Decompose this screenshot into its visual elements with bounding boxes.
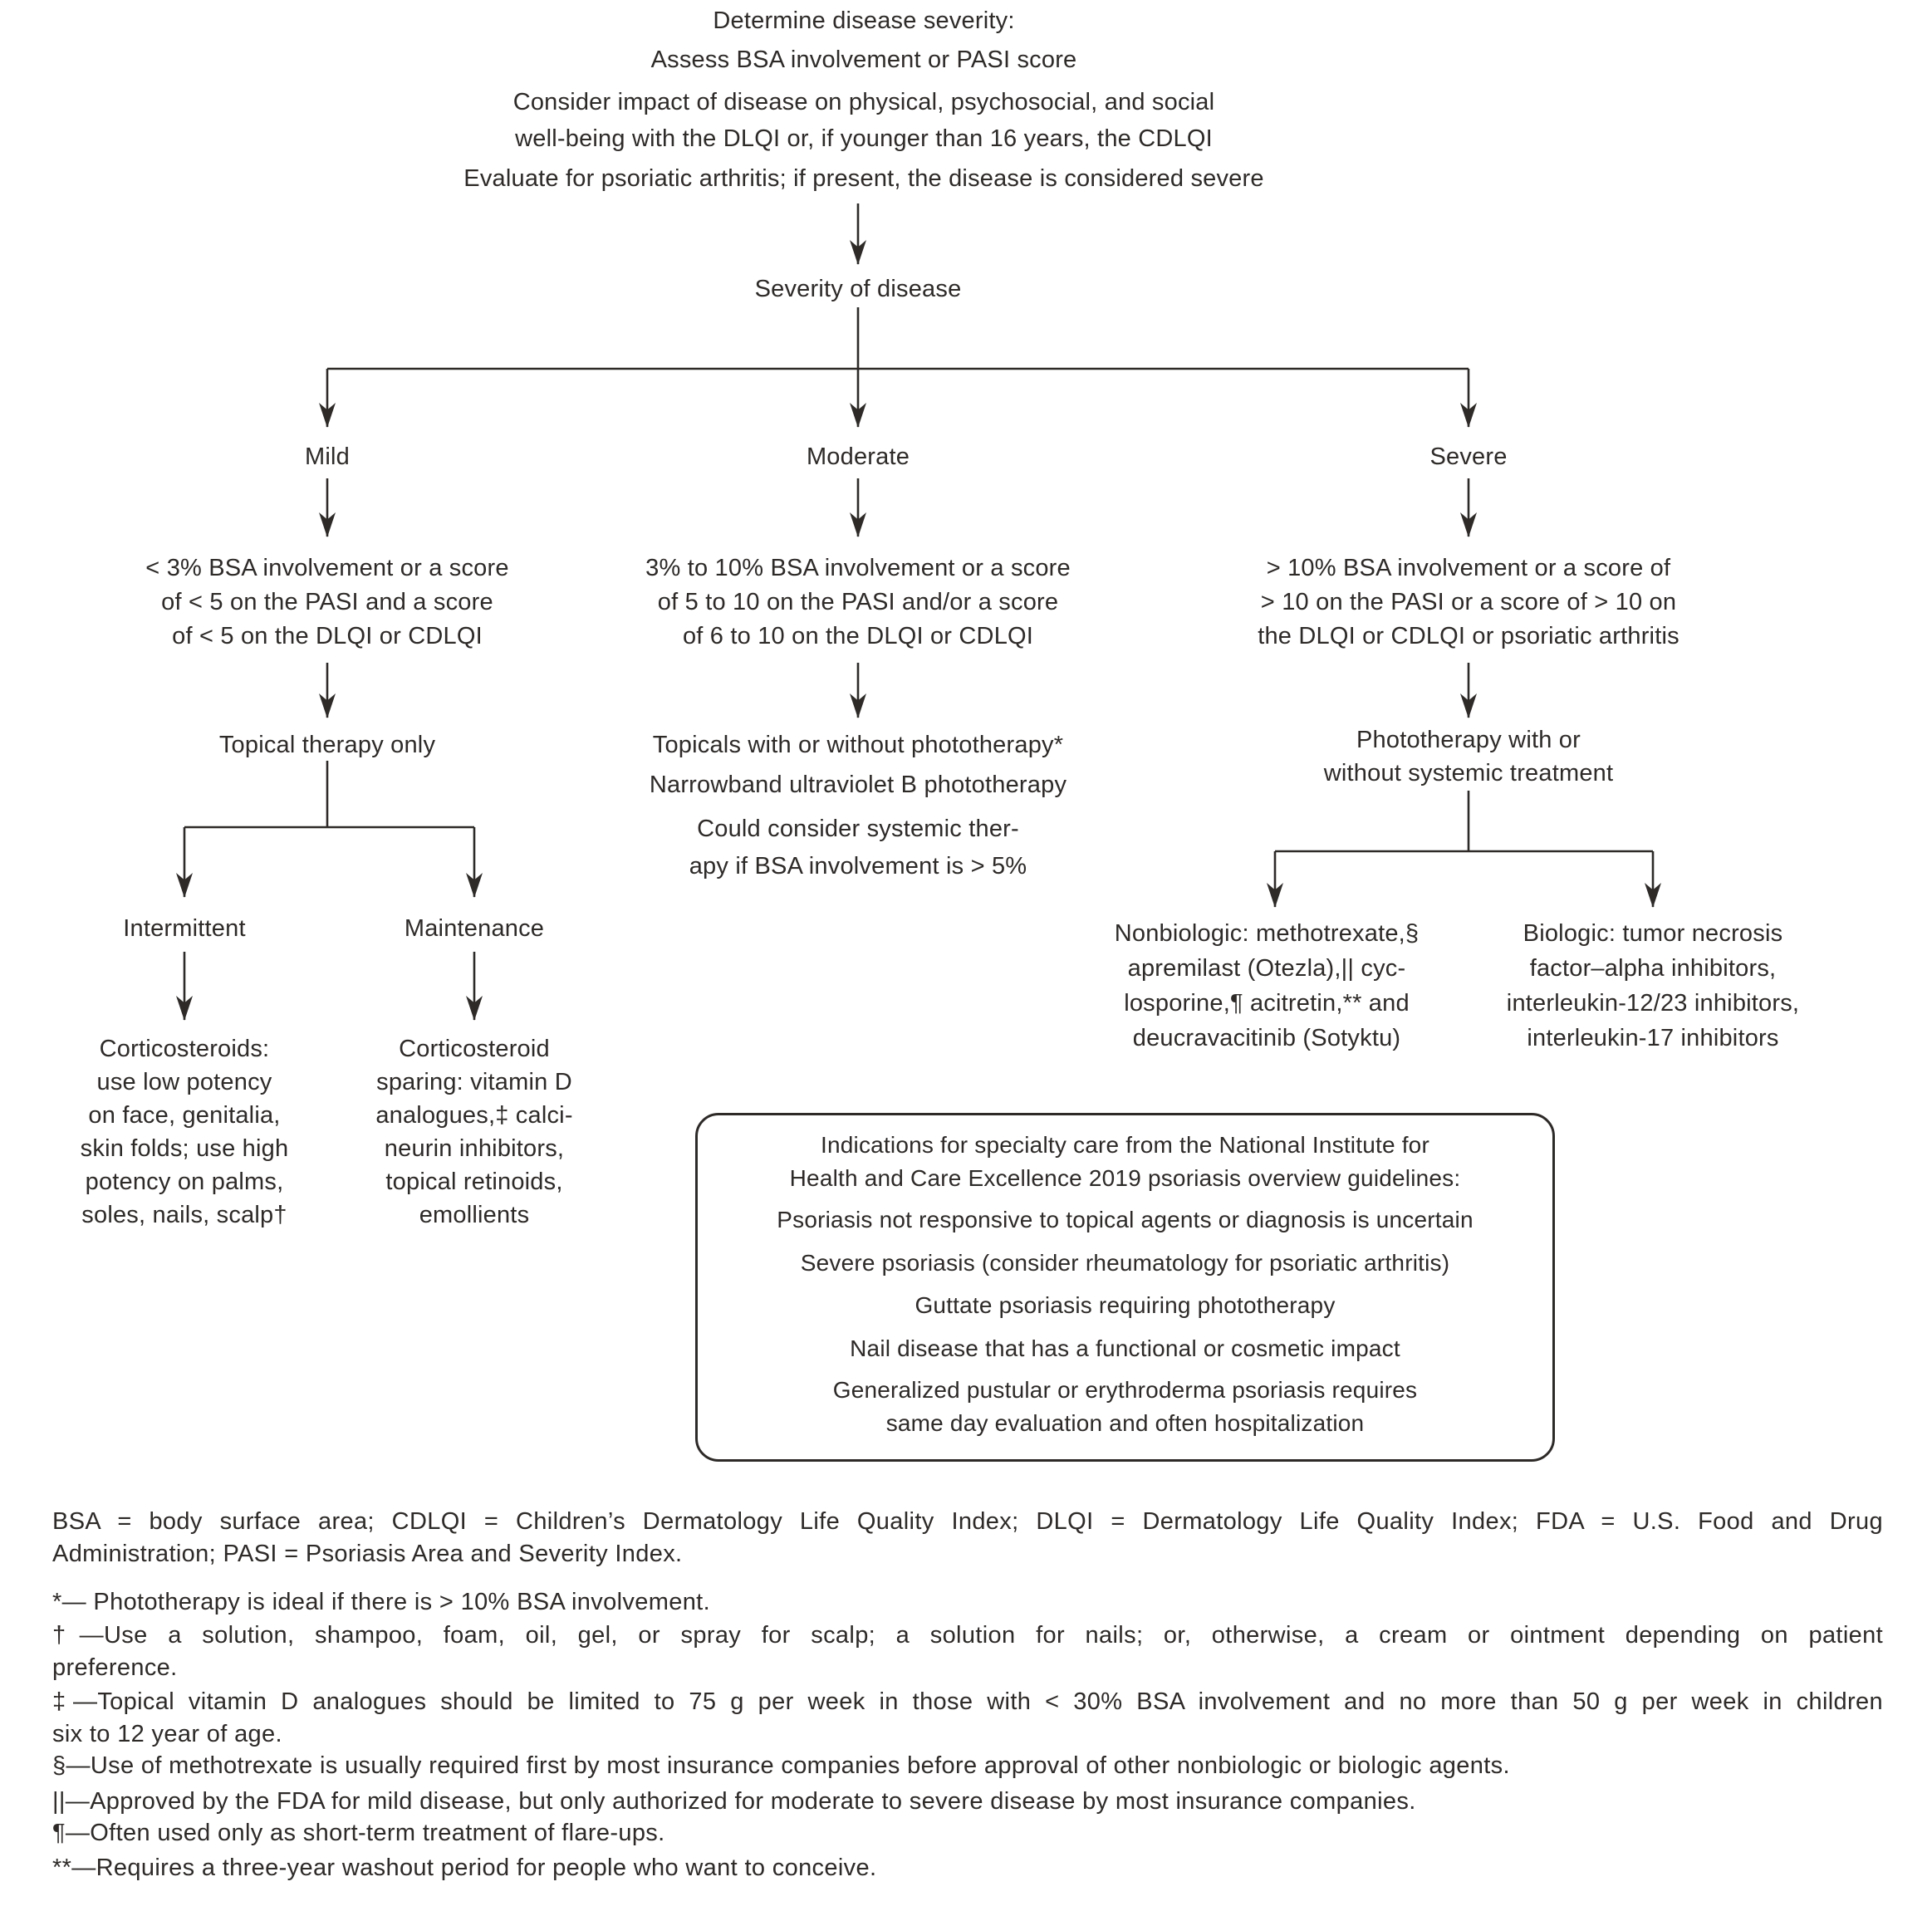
footnote-asterisk: *— Phototherapy is ideal if there is > 10% BSA involvement. [52, 1589, 710, 1615]
intermittent-drugs-line: Corticosteroids: [99, 1036, 270, 1062]
mild-criteria-line: of < 5 on the DLQI or CDLQI [172, 623, 483, 649]
intermittent-drugs-line: soles, nails, scalp† [81, 1202, 287, 1228]
header-line-2: Assess BSA involvement or PASI score [650, 47, 1077, 73]
severe-treatment [1324, 723, 1614, 790]
nonbiologic-drugs-line: deucravacitinib (Sotyktu) [1132, 1025, 1401, 1051]
severe-treatment-line: without systemic treatment [1323, 760, 1614, 786]
indications-item-2: Severe psoriasis (consider rheumatology for psoriatic arthritis) [800, 1250, 1450, 1276]
maintenance-drugs-line: sparing: vitamin D [376, 1069, 572, 1095]
moderate-criteria-line: of 5 to 10 on the PASI and/or a score [657, 589, 1059, 615]
intermittent-drugs-line: use low potency [96, 1069, 272, 1095]
header-line-5: Evaluate for psoriatic arthritis; if present, the disease is considered severe [463, 165, 1264, 192]
maintenance-drugs-line: emollients [419, 1202, 530, 1228]
indications-item-5-line: same day evaluation and often hospitalization [885, 1410, 1365, 1436]
header-line-1: Determine disease severity: [713, 7, 1015, 34]
maintenance-drugs-line: analogues,‡ calci- [375, 1102, 573, 1129]
indications-item-3: Guttate psoriasis requiring phototherapy [915, 1292, 1336, 1318]
nonbiologic-drugs-line: losporine,¶ acitretin,** and [1124, 990, 1410, 1017]
mild-criteria-line: < 3% BSA involvement or a score [145, 555, 509, 581]
biologic-drugs-line: factor–alpha inhibitors, [1529, 955, 1777, 982]
indications-title [698, 1129, 1552, 1195]
biologic-drugs-line: interleukin-12/23 inhibitors, [1506, 990, 1800, 1017]
maintenance-drugs-line: Corticosteroid [399, 1036, 550, 1062]
biologic-drugs-line: interleukin-17 inhibitors [1527, 1025, 1779, 1051]
branch-label-severe: Severe [1429, 443, 1508, 470]
severe-treatment-line: Phototherapy with or [1356, 727, 1581, 753]
mild-criteria-line: of < 5 on the PASI and a score [161, 589, 493, 615]
maintenance-drugs-line: neurin inhibitors, [384, 1135, 565, 1162]
severe-criteria [1258, 551, 1679, 654]
footnote-parallel: ||—Approved by the FDA for mild disease, but only authorized for moderate to severe disease by most insurance companies. [52, 1788, 1416, 1815]
biologic-drugs-line: Biologic: tumor necrosis [1523, 920, 1783, 947]
maintenance-drugs [375, 1032, 572, 1232]
severity-of-disease-label: Severity of disease [754, 276, 962, 302]
footnote-pilcrow: ¶—Often used only as short-term treatment of flare-ups. [52, 1820, 665, 1846]
mild-criteria [145, 551, 508, 654]
indications-item-5 [698, 1374, 1552, 1440]
severe-criteria-line: > 10% BSA involvement or a score of [1266, 555, 1671, 581]
footnote-section: §—Use of methotrexate is usually required first by most insurance companies before approval of other nonbiologic or biologic agents. [52, 1752, 1510, 1779]
intermittent-drugs-line: potency on palms, [85, 1169, 284, 1195]
mild-treatment: Topical therapy only [218, 732, 436, 758]
nonbiologic-drugs [1115, 916, 1420, 1056]
footnote-double-dagger-cont: six to 12 year of age. [52, 1721, 282, 1747]
intermittent-drugs-line: skin folds; use high [80, 1135, 289, 1162]
moderate-criteria-line: 3% to 10% BSA involvement or a score [645, 555, 1071, 581]
footnote-dagger-cont: preference. [52, 1654, 178, 1681]
severe-criteria-line: the DLQI or CDLQI or psoriatic arthritis [1258, 623, 1679, 649]
indications-title-line: Indications for specialty care from the National Institute for [821, 1132, 1429, 1158]
indications-box [695, 1113, 1555, 1462]
intermittent-label: Intermittent [123, 915, 246, 942]
moderate-criteria [645, 551, 1071, 654]
footnote-dagger: †—Use a solution, shampoo, foam, oil, gel, or spray for scalp; a solution for nails; or, otherwise, a cream or ointment depending on patient [52, 1622, 1883, 1649]
footnote-double-asterisk: **—Requires a three-year washout period for people who want to conceive. [52, 1855, 877, 1881]
moderate-treatment-2: Narrowband ultraviolet B phototherapy [649, 772, 1067, 798]
nonbiologic-drugs-line: apremilast (Otezla),|| cyc- [1127, 955, 1406, 982]
maintenance-drugs-line: topical retinoids, [385, 1169, 563, 1195]
indications-item-5-line: Generalized pustular or erythroderma psoriasis requires [832, 1377, 1418, 1403]
moderate-criteria-line: of 6 to 10 on the DLQI or CDLQI [682, 623, 1034, 649]
indications-item-4: Nail disease that has a functional or cosmetic impact [850, 1335, 1400, 1361]
moderate-treatment-3 [689, 811, 1027, 885]
footnote-double-dagger: ‡—Topical vitamin D analogues should be limited to 75 g per week in those with < 30% BSA involvement and no more than 50 g per week in children [52, 1688, 1883, 1715]
abbreviations-line: BSA = body surface area; CDLQI = Children’s Dermatology Life Quality Index; DLQI = Dermatology Life Quality Index; FDA = U.S. Food and Drug [52, 1508, 1883, 1535]
severe-criteria-line: > 10 on the PASI or a score of > 10 on [1260, 589, 1677, 615]
biologic-drugs [1507, 916, 1799, 1056]
intermittent-drugs [81, 1032, 289, 1232]
abbreviations-line: Administration; PASI = Psoriasis Area and Severity Index. [52, 1541, 683, 1567]
moderate-treatment-3-line: Could consider systemic ther- [697, 816, 1019, 842]
header-line-3: Consider impact of disease on physical, psychosocial, and social [512, 89, 1215, 115]
moderate-treatment-1: Topicals with or without phototherapy* [652, 732, 1064, 758]
indications-title-line: Health and Care Excellence 2019 psoriasis overview guidelines: [789, 1165, 1461, 1191]
indications-item-1: Psoriasis not responsive to topical agents or diagnosis is uncertain [777, 1207, 1474, 1232]
nonbiologic-drugs-line: Nonbiologic: methotrexate,§ [1114, 920, 1420, 947]
maintenance-label: Maintenance [404, 915, 545, 942]
branch-label-moderate: Moderate [806, 443, 910, 470]
intermittent-drugs-line: on face, genitalia, [88, 1102, 281, 1129]
header-line-4: well-being with the DLQI or, if younger than 16 years, the CDLQI [515, 125, 1213, 152]
moderate-treatment-3-line: apy if BSA involvement is > 5% [689, 853, 1027, 880]
branch-label-mild: Mild [305, 443, 350, 470]
